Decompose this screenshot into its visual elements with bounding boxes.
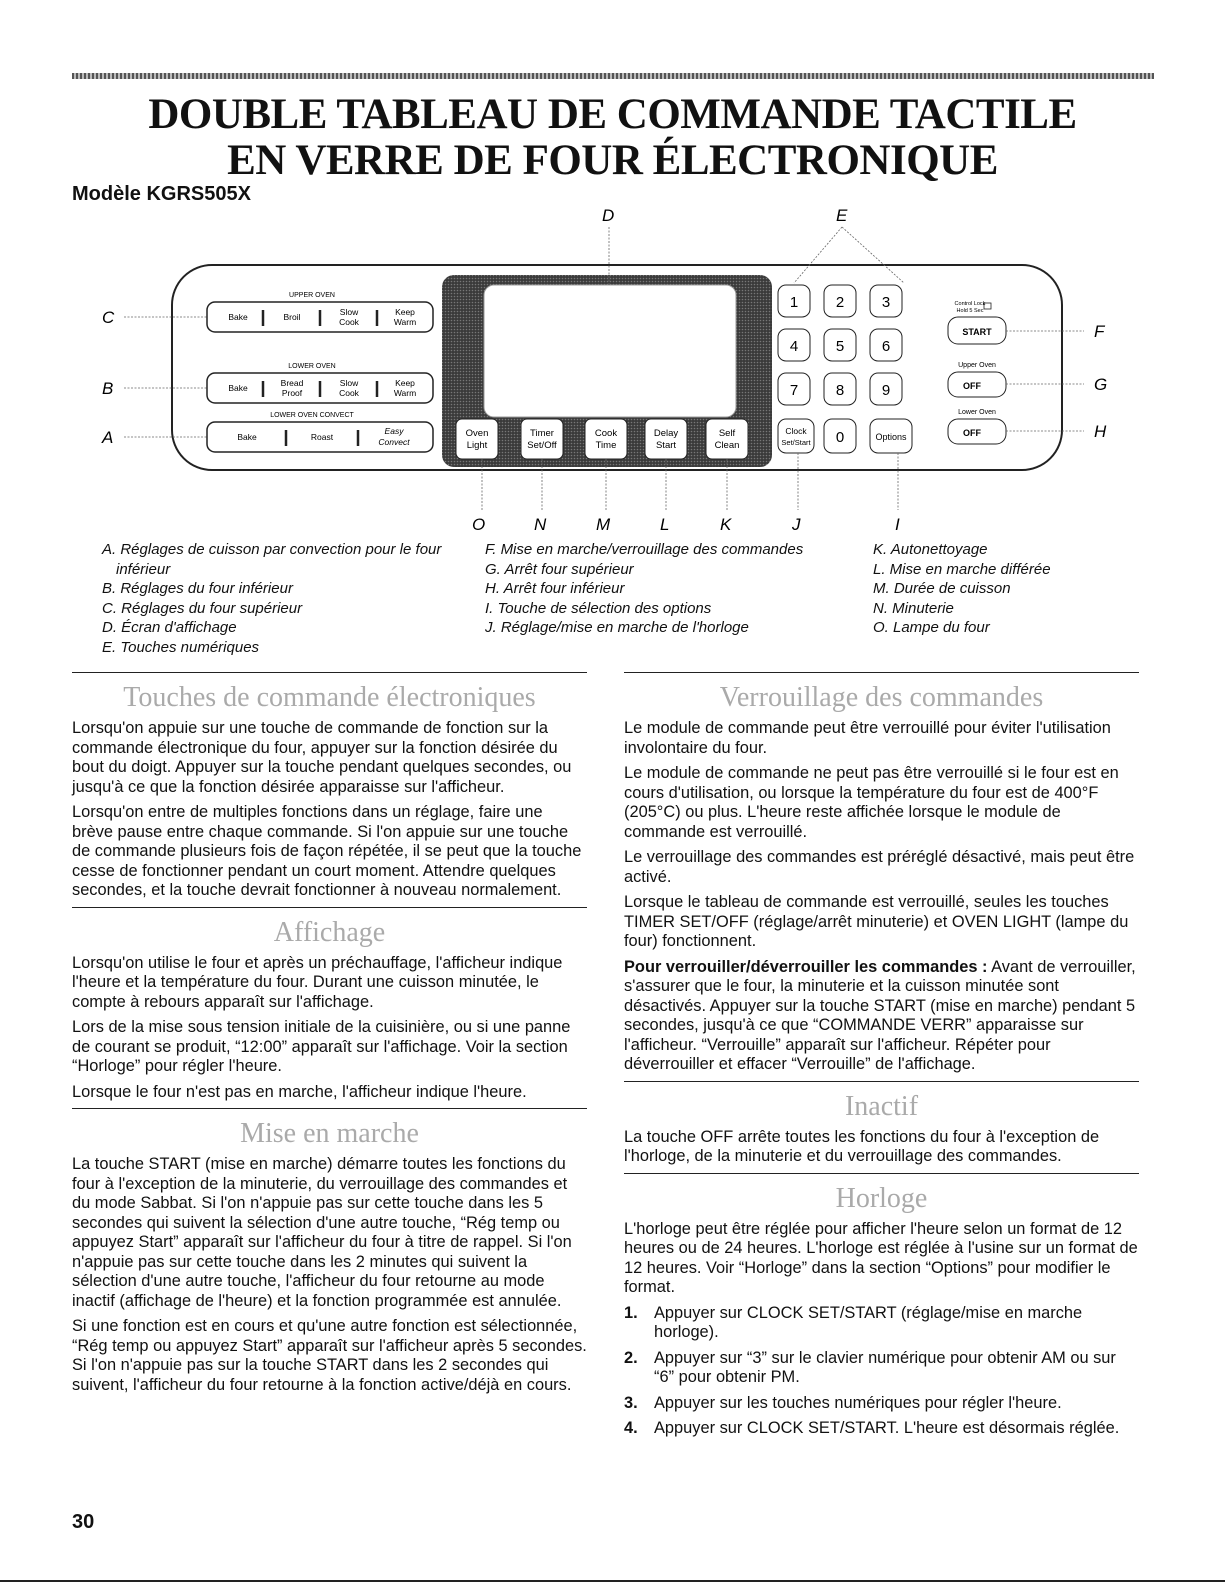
key-4[interactable]: 4 — [789, 338, 799, 355]
oven-light-l1: Oven — [465, 428, 489, 439]
callout-a: A — [102, 428, 114, 447]
delay-start-key[interactable] — [645, 419, 687, 459]
lower-off-label: Lower Oven — [958, 409, 996, 416]
paragraph: Lorsqu'on utilise le four et après un préchauffage, l'afficheur indique l'heure et la température du four. Durant une cuisson minutée, le compte à rebours apparaît sur l'affichage. — [72, 953, 563, 1011]
delay-start-l1: Delay — [653, 428, 679, 439]
paragraph: Lorsqu'on entre de multiples fonctions dans un réglage, faire une brève pause entre chaque commande. Si l'on appuie sur une touche de commande plusieurs fois de façon répétée, il se peut que la touche cesse de fonctionner pendant un court moment. Attendre quelques secondes, et la touche devrait fonctionner à nouveau normalement. — [72, 803, 582, 899]
step-text: Appuyer sur CLOCK SET/START (réglage/mise en marche horloge). — [654, 1303, 1083, 1341]
callout-k: K — [720, 515, 732, 534]
step-text: Appuyer sur CLOCK SET/START. L'heure est désormais réglée. — [654, 1419, 1120, 1437]
paragraph: Le module de commande peut être verrouillé pour éviter l'utilisation involontaire du four. — [624, 719, 1111, 757]
upper-broil-key[interactable]: Broil — [283, 312, 301, 322]
upper-off-key[interactable]: OFF — [963, 381, 981, 391]
right-column — [624, 672, 1139, 1445]
callout-g: G — [1094, 375, 1108, 394]
section-title-touches: Touches de commande électroniques — [123, 682, 536, 713]
paragraph: Lorsque le tableau de commande est verrouillé, seules les touches TIMER SET/OFF (réglage/arrêt minuterie) et OVEN LIGHT (lampe du four) fonctionnent. — [624, 893, 1129, 950]
bold-lead: Pour verrouiller/déverrouiller les commandes : — [624, 957, 988, 976]
easy-convect-key-l2[interactable]: Convect — [378, 437, 410, 447]
paragraph: Si une fonction est en cours et qu'une autre fonction est sélectionnée, “Rég temp ou appuyez Start” apparaît sur l'afficheur après 5 secondes. Si l'on n'appuie pas sur la touche START dans les 2 secondes qui suivent, l'afficheur du four retourne à la fonction active/déjà en cours. — [72, 1317, 587, 1394]
section-title-mise-en-marche: Mise en marche — [240, 1118, 419, 1149]
list-item — [624, 1394, 1139, 1414]
legend-item: E. Touches numériques — [102, 638, 260, 656]
section-divider — [624, 1081, 1139, 1082]
section-divider — [72, 907, 587, 908]
paragraph: Lors de la mise sous tension initiale de la cuisinière, ou si une panne de courant se produit, “12:00” apparaît sur l'affichage. Voir la section “Horloge” pour régler l'heure. — [72, 1018, 571, 1075]
page-title-line2: EN VERRE DE FOUR ÉLECTRONIQUE — [227, 137, 998, 184]
legend-item: H. Arrêt four inférieur — [485, 580, 625, 597]
page-title-line1: DOUBLE TABLEAU DE COMMANDE TACTILE — [148, 91, 1077, 138]
legend-item: N. Minuterie — [873, 599, 954, 617]
key-5[interactable]: 5 — [835, 338, 845, 355]
step-number: 3. — [624, 1393, 638, 1412]
lower-slow-key-l2[interactable]: Cook — [339, 388, 359, 398]
convect-bake-key[interactable]: Bake — [237, 432, 257, 442]
delay-start-l2: Start — [655, 440, 677, 451]
key-1[interactable]: 1 — [789, 294, 799, 311]
step-text: Appuyer sur “3” sur le clavier numérique pour obtenir AM ou sur “6” pour obtenir PM. — [654, 1348, 1116, 1386]
convect-roast-key[interactable]: Roast — [310, 432, 334, 442]
legend-col-1 — [102, 540, 472, 657]
legend-item: M. Durée de cuisson — [873, 580, 1011, 597]
page-number: 30 — [72, 1511, 95, 1533]
step-number: 2. — [624, 1348, 638, 1367]
lower-keep-key-l1[interactable]: Keep — [395, 378, 415, 388]
legend-item: L. Mise en marche différée — [873, 560, 1051, 578]
cook-time-l2: Time — [595, 440, 617, 451]
timer-set-off-key[interactable] — [521, 419, 563, 459]
key-8[interactable]: 8 — [835, 382, 845, 399]
control-lock-l1: Control Lock — [954, 301, 986, 307]
step-number: 4. — [624, 1419, 638, 1437]
upper-slow-key-l2[interactable]: Cook — [339, 317, 359, 327]
paragraph: L'horloge peut être réglée pour afficher l'heure selon un format de 12 heures ou de 24 heures. L'horloge est réglée à l'usine sur un format de 12 heures. Voir “Horloge” dans la section “Options” pour modifier le format. — [624, 1219, 1138, 1296]
step-text: Appuyer sur les touches numériques pour régler l'heure. — [654, 1393, 1062, 1412]
legend-item: D. Écran d'affichage — [102, 619, 237, 636]
legend-item: J. Réglage/mise en marche de l'horloge — [485, 619, 749, 636]
lower-oven-heading: LOWER OVEN — [288, 363, 336, 370]
options-key[interactable]: Options — [875, 432, 907, 442]
upper-slow-key-l1[interactable]: Slow — [339, 307, 359, 317]
left-column — [72, 672, 587, 1401]
callout-o: O — [472, 515, 486, 534]
paragraph-text: Avant de verrouiller, s'assurer que le four, la minuterie et la cuisson minutée sont désactivés. Appuyer sur la touche START (mise en marche) pendant 5 secondes, jusqu'à ce que “COMMANDE VERR” apparaisse sur l'afficheur. “Verrouille” apparaît sur l'afficheur. Répéter pour déverrouiller et effacer “Verrouille” de l'affichage. — [624, 957, 1136, 1073]
callout-m: M — [596, 515, 611, 534]
lower-off-key[interactable]: OFF — [963, 428, 981, 438]
steps-list — [624, 1304, 1139, 1439]
legend-col-2 — [485, 540, 855, 638]
paragraph: La touche OFF arrête toutes les fonctions du four à l'exception de l'horloge, de la minuterie et du verrouillage des commandes. — [624, 1127, 1100, 1165]
upper-oven-heading: UPPER OVEN — [289, 292, 335, 299]
callout-e: E — [836, 206, 848, 225]
callout-d: D — [602, 206, 615, 225]
self-clean-key[interactable] — [706, 419, 748, 459]
paragraph: Lorsqu'on appuie sur une touche de commande de fonction sur la commande électronique du four, appuyer sur la fonction désirée du bout du doigt. Appuyer sur la touche pendant quelques secondes, ou jusqu'à ce que la fonction désirée apparaisse sur l'afficheur. — [72, 719, 572, 796]
section-divider — [72, 672, 587, 673]
list-item — [624, 1349, 1139, 1388]
callout-b: B — [102, 379, 114, 398]
callout-j: J — [792, 515, 801, 534]
key-0[interactable]: 0 — [835, 429, 845, 446]
legend-item: F. Mise en marche/verrouillage des commandes — [485, 541, 804, 558]
callout-f: F — [1094, 322, 1105, 341]
key-3[interactable]: 3 — [881, 294, 891, 311]
control-lock-l2: Hold 5 Sec — [956, 308, 984, 314]
legend-item: G. Arrêt four supérieur — [485, 560, 634, 578]
clock-key-frame[interactable] — [778, 419, 814, 453]
legend-item: I. Touche de sélection des options — [485, 599, 712, 617]
paragraph: Le verrouillage des commandes est préréglé désactivé, mais peut être activé. — [624, 848, 1135, 886]
convect-heading: LOWER OVEN CONVECT — [270, 412, 354, 419]
step-number: 1. — [624, 1303, 638, 1322]
top-rule — [72, 73, 1154, 79]
legend-item: B. Réglages du four inférieur — [102, 580, 293, 597]
cook-time-key[interactable] — [585, 419, 627, 459]
clock-key-l1[interactable]: Clock — [785, 426, 807, 436]
list-item — [624, 1304, 1139, 1343]
key-7[interactable]: 7 — [789, 382, 799, 399]
key-6[interactable]: 6 — [881, 338, 891, 355]
legend-item: A. Réglages de cuisson par convection pour le four inférieur — [102, 541, 442, 578]
paragraph: Le module de commande ne peut pas être verrouillé si le four est en cours d'utilisation, ou lorsque la température du four est de 400°F (205°C) ou plus. L'heure reste affichée lorsque le module de commande est verrouillé. — [624, 764, 1119, 841]
lower-keep-key-l2[interactable]: Warm — [393, 388, 417, 398]
lower-bake-key[interactable]: Bake — [228, 383, 248, 393]
callout-h: H — [1094, 422, 1107, 441]
paragraph: La touche START (mise en marche) démarre toutes les fonctions du four à l'exception de la minuterie, du verrouillage des commandes et du mode Sabbat. Si l'on n'appuie pas sur cette touche dans les 5 secondes qui suivent la sélection d'une autre touche, “Rég temp ou appuyez Start” apparaît sur l'afficheur du four à titre de rappel. Si l'on n'appuie pas sur cette touche dans les 2 minutes qui suivent la sélection d'une autre touche, l'afficheur du four retourne au mode inactif (affichage de l'heure) et la fonction programmée est annulée. — [72, 1155, 572, 1310]
section-title-horloge: Horloge — [835, 1182, 928, 1214]
timer-l1: Timer — [530, 428, 554, 439]
bread-proof-key-l1[interactable]: Bread — [280, 378, 304, 388]
legend-item: C. Réglages du four supérieur — [102, 599, 303, 617]
callout-i: I — [895, 515, 900, 534]
self-clean-l1: Self — [718, 428, 736, 439]
bottom-rule — [0, 1580, 1225, 1582]
legend-col-3 — [873, 540, 1133, 638]
bread-proof-key-l2[interactable]: Proof — [281, 388, 303, 398]
section-divider — [624, 672, 1139, 673]
upper-off-label: Upper Oven — [958, 362, 996, 369]
upper-bake-key[interactable]: Bake — [228, 312, 248, 322]
paragraph: Lorsque le four n'est pas en marche, l'afficheur indique l'heure. — [72, 1082, 527, 1101]
section-divider — [624, 1173, 1139, 1174]
section-title-inactif: Inactif — [844, 1090, 919, 1122]
self-clean-l2: Clean — [714, 440, 740, 451]
control-panel-diagram — [72, 205, 1154, 535]
legend-item: K. Autonettoyage — [873, 541, 988, 558]
oven-light-key[interactable] — [456, 419, 498, 459]
display-screen — [484, 285, 736, 417]
start-key[interactable]: START — [962, 327, 992, 337]
section-title-verrouillage: Verrouillage des commandes — [719, 682, 1044, 713]
key-2[interactable]: 2 — [835, 294, 845, 311]
callout-l: L — [660, 515, 670, 534]
section-title-affichage: Affichage — [273, 916, 386, 948]
callout-c: C — [102, 308, 115, 327]
timer-l2: Set/Off — [527, 440, 557, 451]
legend-item: O. Lampe du four — [873, 619, 990, 636]
callout-n: N — [534, 515, 547, 534]
key-9[interactable]: 9 — [881, 382, 891, 399]
paragraph — [624, 958, 1139, 1075]
model-label: Modèle KGRS505X — [72, 183, 251, 205]
upper-keep-key-l2[interactable]: Warm — [393, 317, 417, 327]
easy-convect-key-l1[interactable]: Easy — [384, 426, 404, 436]
section-divider — [72, 1108, 587, 1109]
clock-key-l2[interactable]: Set/Start — [781, 438, 811, 447]
oven-light-l2: Light — [466, 440, 488, 451]
cook-time-l1: Cook — [594, 428, 618, 439]
list-item — [624, 1419, 1139, 1439]
upper-keep-key-l1[interactable]: Keep — [395, 307, 415, 317]
lower-slow-key-l1[interactable]: Slow — [339, 378, 359, 388]
